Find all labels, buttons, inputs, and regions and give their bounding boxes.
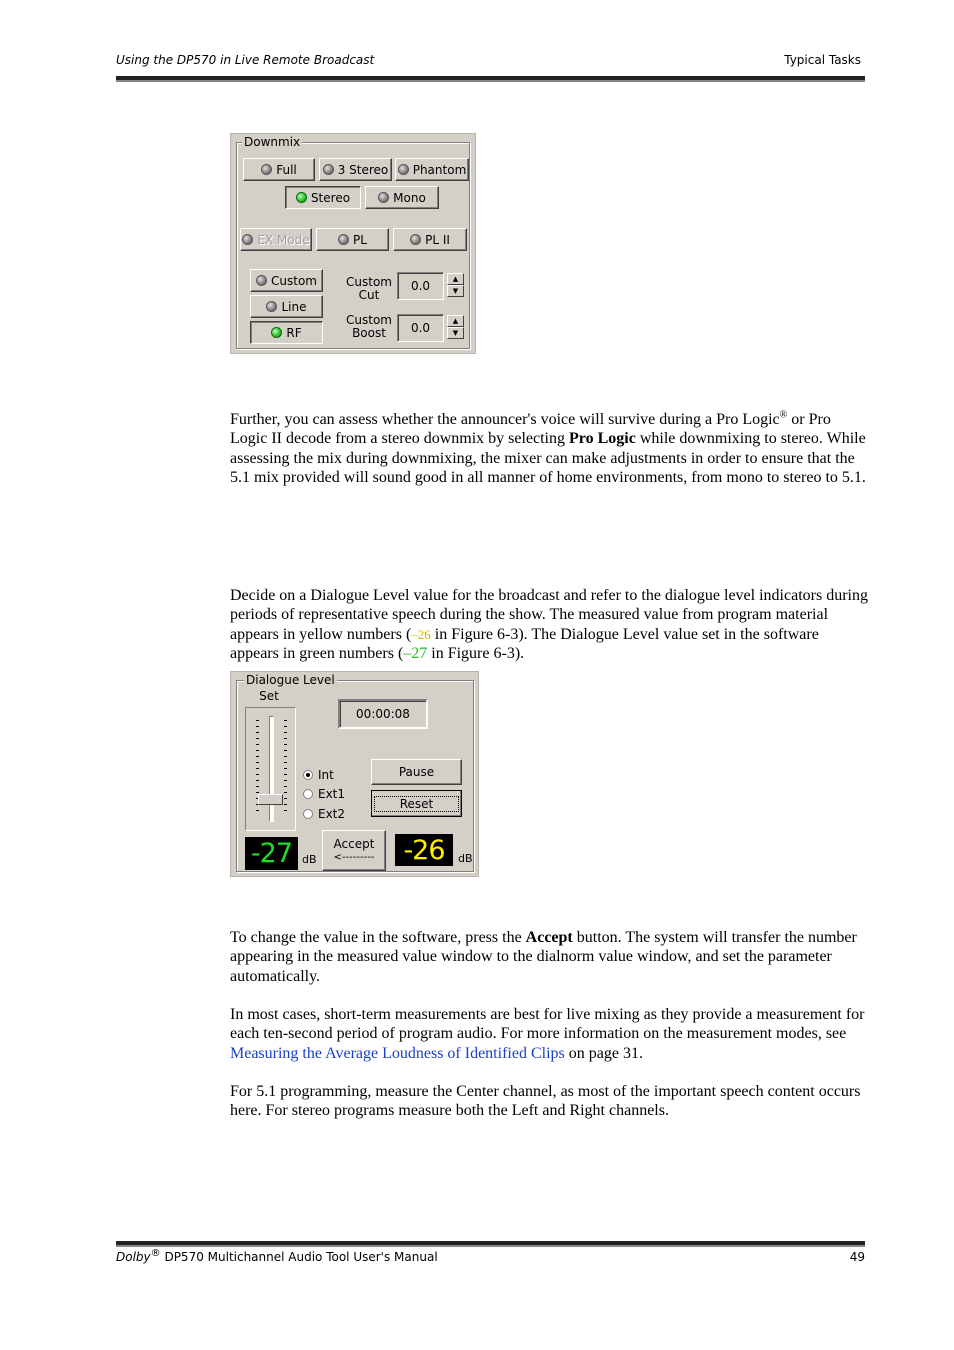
reset-button[interactable]: Reset xyxy=(371,790,462,817)
line-led-icon xyxy=(266,301,277,312)
line-button[interactable]: Line xyxy=(250,295,323,318)
custom-led-icon xyxy=(256,275,267,286)
phantom-led-icon xyxy=(398,164,409,175)
stereo-led-icon xyxy=(296,192,307,203)
dialogue-level-slider[interactable] xyxy=(245,707,296,831)
set-label: Set xyxy=(259,689,279,703)
pl-ii-led-icon xyxy=(410,234,421,245)
mono-led-icon xyxy=(378,192,389,203)
measured-value-display: -26 xyxy=(395,834,453,866)
footer-rule xyxy=(116,1241,865,1245)
pause-button[interactable]: Pause xyxy=(371,759,462,785)
rf-led-icon xyxy=(271,327,282,338)
custom-cut-up-icon[interactable]: ▲ xyxy=(447,273,464,285)
accept-arrow-icon: <--------- xyxy=(333,851,375,863)
measuring-loudness-link[interactable]: Measuring the Average Loudness of Identified Clips xyxy=(230,1044,565,1062)
paragraph-dialogue-level: Decide on a Dialogue Level value for the broadcast and refer to the dialogue level indicators during periods of representative speech during the show. The measured value from program material appears in yellow numbers (–26 in Figure 6-3). The Dialogue Level value set in the software appears in green numbers (–27 in Figure 6-3). xyxy=(230,587,868,663)
rf-button[interactable]: RF xyxy=(250,321,323,344)
footer-title: Dolby® DP570 Multichannel Audio Tool User's Manual xyxy=(116,1248,438,1264)
downmix-title: Downmix xyxy=(244,135,301,149)
header-rule xyxy=(116,76,865,80)
radio-ext2[interactable]: Ext2 xyxy=(303,807,345,821)
custom-cut-label: Custom Cut xyxy=(346,275,392,302)
three-stereo-button[interactable]: 3 Stereo xyxy=(319,158,392,181)
set-value-display: -27 xyxy=(245,837,298,870)
stereo-button[interactable]: Stereo xyxy=(285,186,361,209)
running-header-left: Using the DP570 in Live Remote Broadcast xyxy=(116,53,375,67)
custom-boost-label: Custom Boost xyxy=(346,313,392,340)
downmix-panel xyxy=(230,133,476,354)
dialogue-level-title: Dialogue Level xyxy=(246,673,335,687)
custom-button[interactable]: Custom xyxy=(250,269,323,292)
custom-boost-spinner[interactable] xyxy=(447,315,464,339)
slider-thumb[interactable] xyxy=(258,794,283,805)
ex-mode-led-icon xyxy=(242,234,253,245)
custom-cut-spinner[interactable] xyxy=(447,273,464,297)
full-led-icon xyxy=(261,164,272,175)
phantom-button[interactable]: Phantom xyxy=(395,158,469,181)
set-value-unit: dB xyxy=(302,853,317,866)
mono-button[interactable]: Mono xyxy=(365,186,439,209)
measured-value-unit: dB xyxy=(458,852,473,865)
pl-ii-button[interactable]: PL II xyxy=(393,228,467,251)
custom-cut-field[interactable]: 0.0 xyxy=(397,272,444,300)
dialogue-level-panel xyxy=(230,671,479,877)
custom-boost-field[interactable]: 0.0 xyxy=(397,314,444,342)
radio-ext2-dot-icon xyxy=(303,809,313,819)
radio-int[interactable]: Int xyxy=(303,768,334,782)
three-stereo-led-icon xyxy=(323,164,334,175)
pl-button[interactable]: PL xyxy=(316,228,389,251)
paragraph-accept: To change the value in the software, press the Accept button. The system will transfer the number appearing in the measured value window to the dialnorm value window, and set the parameter automatically. xyxy=(230,929,857,985)
paragraph-center-channel: For 5.1 programming, measure the Center channel, as most of the important speech content occurs here. For stereo programs measure both the Left and Right channels. xyxy=(230,1083,861,1120)
custom-boost-up-icon[interactable]: ▲ xyxy=(447,315,464,327)
slider-ticks-right xyxy=(284,720,287,816)
radio-ext1-dot-icon xyxy=(303,789,313,799)
paragraph-measurements: In most cases, short-term measurements are best for live mixing as they provide a measurement for each ten-second period of program audio. For more information on the measurement modes, see Measuring the Average Loudness of Identified Clips on page 31. xyxy=(230,1006,865,1062)
radio-ext1[interactable]: Ext1 xyxy=(303,787,345,801)
custom-cut-down-icon[interactable]: ▼ xyxy=(447,285,464,297)
timer-display: 00:00:08 xyxy=(338,699,428,729)
running-header-right: Typical Tasks xyxy=(784,53,861,67)
full-button[interactable]: Full xyxy=(243,158,315,181)
accept-button[interactable]: Accept <--------- xyxy=(322,830,386,871)
paragraph-pro-logic: Further, you can assess whether the announcer's voice will survive during a Pro Logic® or Pro Logic II decode from a stereo downmix by selecting Pro Logic while downmixing to stereo. While assessing the mix during downmixing, the mixer can make adjustments in order to ensure that the 5.1 mix provided will sound good in all manner of home environments, from mono to stereo to 5.1. xyxy=(230,409,866,487)
custom-boost-down-icon[interactable]: ▼ xyxy=(447,327,464,339)
ex-mode-button[interactable]: EX Mode xyxy=(240,228,312,251)
radio-int-dot-icon xyxy=(303,770,313,780)
slider-track xyxy=(269,716,274,822)
page-number: 49 xyxy=(849,1250,865,1264)
pl-led-icon xyxy=(338,234,349,245)
